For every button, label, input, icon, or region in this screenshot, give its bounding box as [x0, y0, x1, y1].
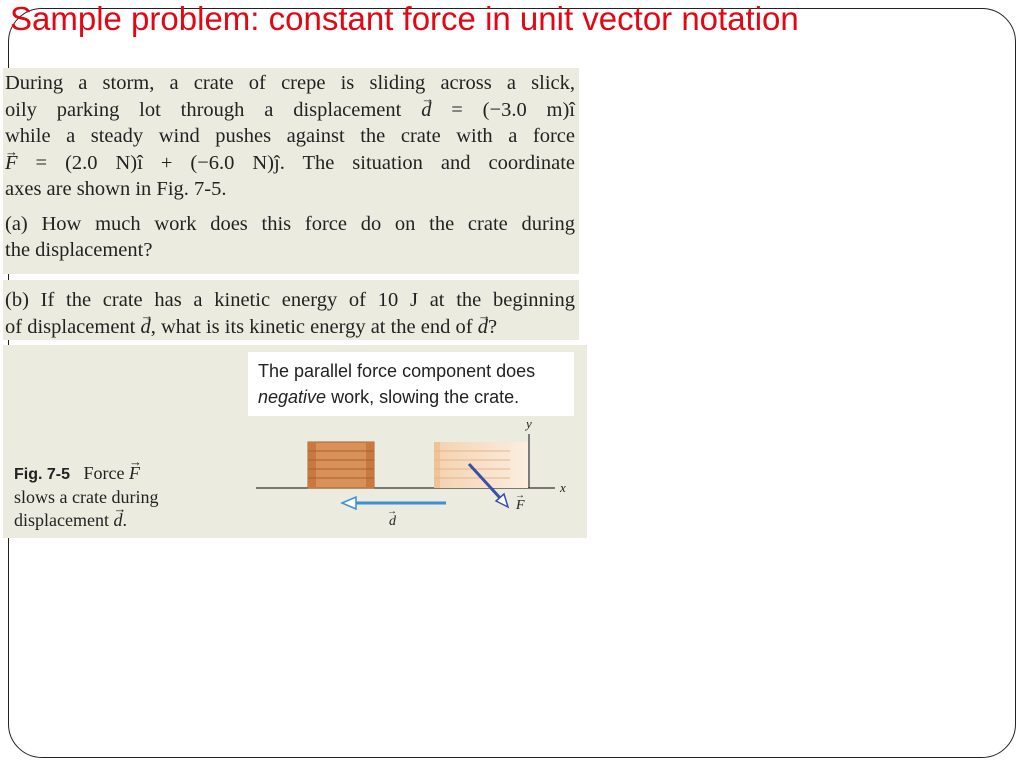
vector-F: → F: [129, 463, 140, 483]
problem-line-5: axes are shown in Fig. 7-5.: [5, 178, 227, 200]
force-label-arrow: →: [515, 490, 525, 501]
displacement-label-arrow: →: [387, 506, 397, 517]
question-a-line-2: the displacement?: [5, 239, 153, 261]
caption-line-2: slows a crate during: [14, 487, 159, 507]
caption-end: .: [122, 510, 127, 530]
caption-line-1: [14, 462, 158, 486]
question-a-line-1: (a) How much work does this force do on the crate during: [5, 212, 575, 235]
crate-initial: [434, 442, 528, 488]
caption-label: Fig. 7-5: [14, 466, 71, 483]
problem-line-3: while a steady wind pushes against the crate with a force: [5, 125, 575, 147]
callout-italic: negative: [258, 387, 327, 407]
vector-F: → F: [5, 152, 18, 174]
question-b-panel: [3, 280, 579, 340]
slide-title: Sample problem: constant force in unit vector notation: [10, 0, 799, 37]
figure-callout: [248, 352, 574, 416]
vector-d: → d: [140, 316, 150, 338]
caption-line-3: [14, 509, 158, 532]
displacement-label: d: [389, 514, 396, 529]
question-b-line-2: [5, 314, 575, 341]
problem-line-4b: = (2.0 N)î + (−6.0 N)ĵ. The situation and coordinate: [17, 151, 575, 174]
question-b-line-2c: ?: [487, 315, 498, 338]
crate-diagram: [250, 418, 580, 533]
problem-line-2b: = (−3.0 m)î: [431, 98, 576, 121]
force-label: F: [516, 498, 525, 513]
vector-d: → d: [478, 316, 488, 338]
question-b-line-2b: , what is its kinetic energy at the end of: [150, 315, 478, 338]
question-b-line-2a: of displacement: [5, 315, 141, 338]
callout-line-2: [258, 384, 564, 410]
crate-final: [308, 442, 374, 488]
callout-rest: work, slowing the crate.: [326, 387, 520, 407]
figure-caption: [14, 462, 158, 532]
problem-line-2: [5, 97, 575, 124]
vector-d: → d: [113, 510, 122, 530]
caption-force: Force: [83, 463, 129, 483]
x-axis-label: x: [560, 480, 566, 495]
vector-d: → d: [421, 99, 431, 121]
callout-line-1: The parallel force component does: [258, 361, 536, 381]
caption-line-3a: displacement: [14, 510, 114, 530]
problem-line-2a: oily parking lot through a displacement: [5, 98, 422, 121]
problem-line-1: During a storm, a crate of crepe is sliding across a slick,: [5, 72, 575, 94]
question-b-line-1: (b) If the crate has a kinetic energy of 10 J at the beginning: [5, 289, 575, 311]
problem-line-4: [5, 150, 575, 177]
problem-statement-panel: [3, 68, 579, 274]
y-axis-label: y: [526, 418, 532, 431]
